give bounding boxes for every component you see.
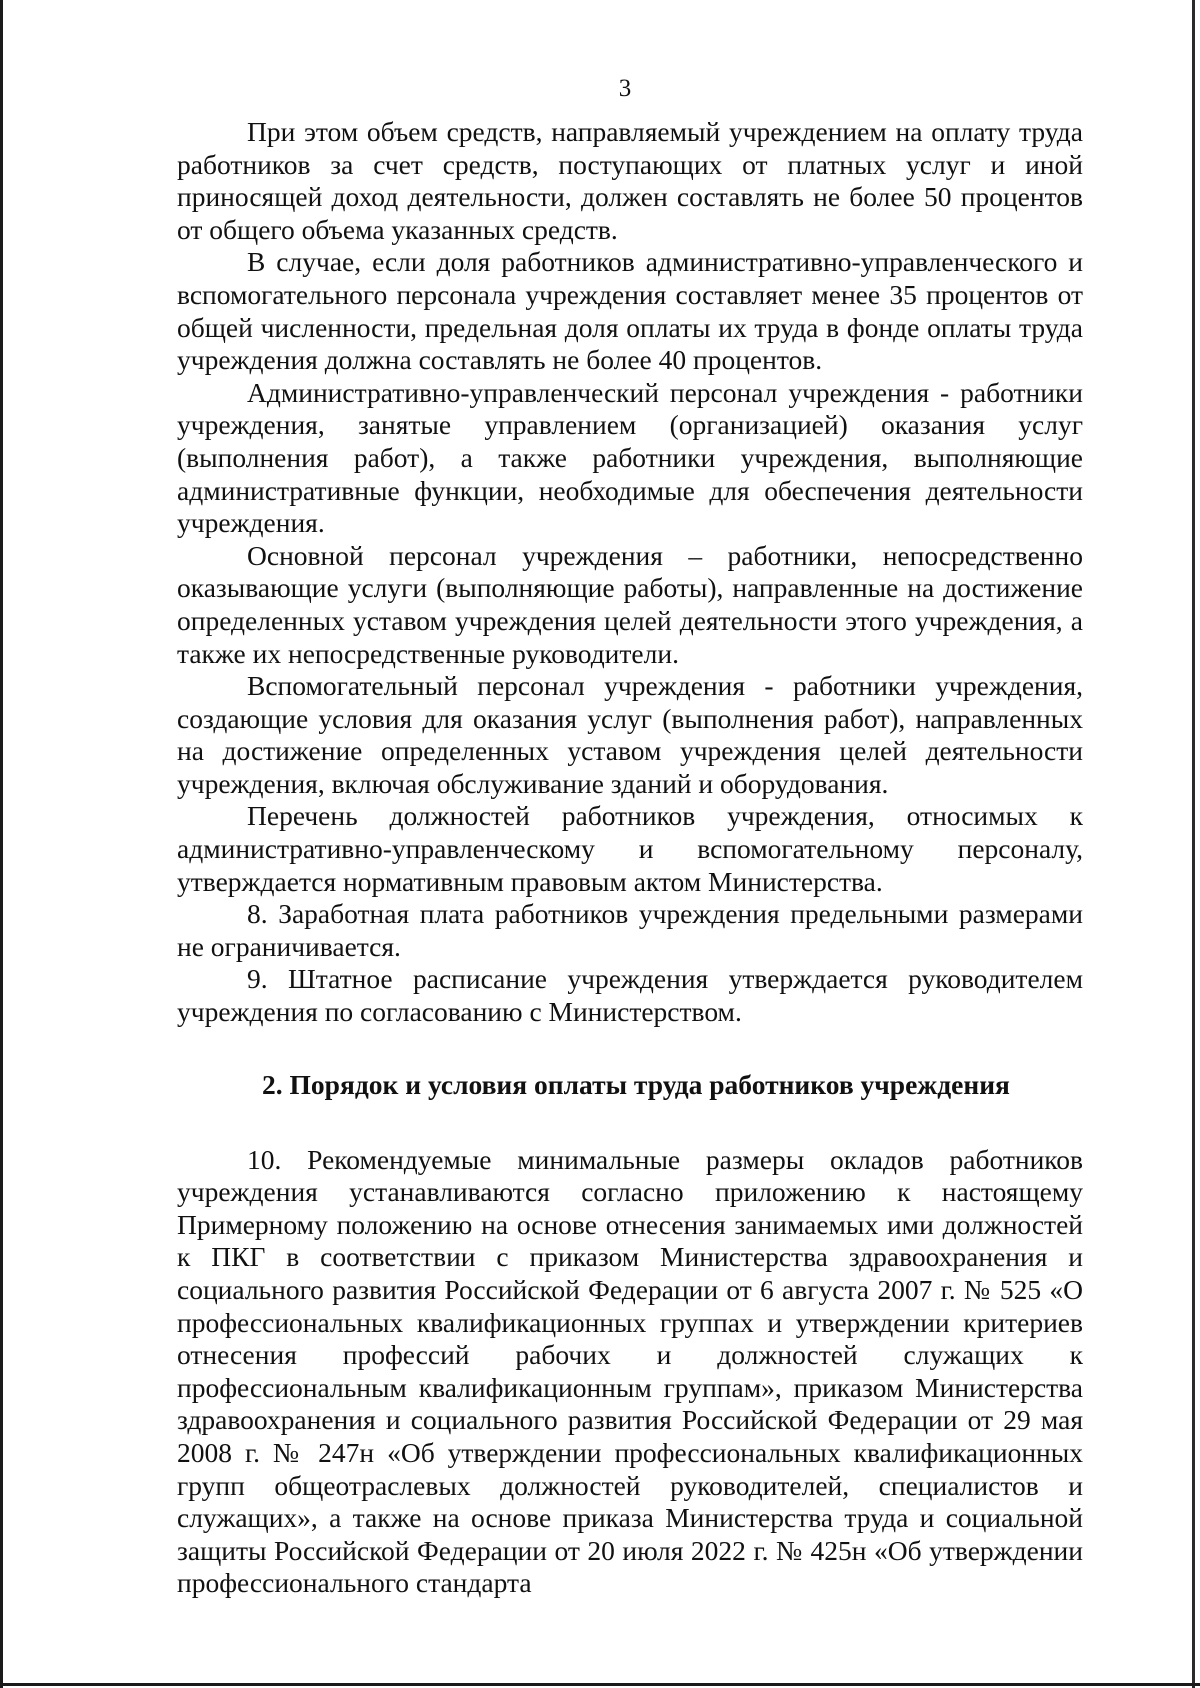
paragraph-core-staff-definition: Основной персонал учреждения – работники, непосредственно оказывающие услуги (выполняющие работы), направленные на достижение определенных уставом учреждения целей деятельности этого учреждения, а также их непосредственные руководители.	[177, 539, 1083, 669]
paragraph-funds-limit: При этом объем средств, направляемый учреждением на оплату труда работников за счет средств, поступающих от платных услуг и иной приносящей доход деятельности, должен составлять не более 50 процентов от общего объема указанных средств.	[177, 116, 1083, 245]
page-number: 3	[618, 75, 632, 102]
paragraph-positions-list: Перечень должностей работников учреждения, относимых к административно-управленческому и вспомогательному персоналу, утверждается нормативным правовым актом Министерства.	[177, 800, 1083, 897]
paragraph-admin-share: В случае, если доля работников административно-управленческого и вспомогательного персонала учреждения составляет менее 35 процентов от общей численности, предельная доля оплаты их труда в фонде оплаты труда учреждения должна составлять не более 40 процентов.	[177, 246, 1083, 376]
page-border-bottom	[0, 1683, 1200, 1686]
paragraph-item-8: 8. Заработная плата работников учреждения предельными размерами не ограничивается.	[177, 898, 1083, 962]
page-border-right	[1192, 0, 1195, 1688]
document-body	[177, 116, 1083, 1600]
paragraph-item-10: 10. Рекомендуемые минимальные размеры окладов работников учреждения устанавливаются согласно приложению к настоящему Примерному положению на основе отнесения занимаемых ими должностей к ПКГ в соответствии с приказом Министерства здравоохранения и социального развития Российской Федерации от 6 августа 2007 г. № 525 «О профессиональных квалификационных группах и утверждении критериев отнесения профессий рабочих и должностей служащих к профессиональным квалификационным группам», приказом Министерства здравоохранения и социального развития Российской Федерации от 29 мая 2008 г. № 247н «Об утверждении профессиональных квалификационных групп общеотраслевых должностей руководителей, специалистов и служащих», а также на основе приказа Министерства труда и социальной защиты Российской Федерации от 20 июля 2022 г. № 425н «Об утверждении профессионального стандарта	[177, 1143, 1083, 1599]
paragraph-item-9: 9. Штатное расписание учреждения утверждается руководителем учреждения по согласованию с Министерством.	[177, 963, 1083, 1028]
section-heading: 2. Порядок и условия оплаты труда работников учреждения	[262, 1068, 1010, 1100]
paragraph-support-staff-definition: Вспомогательный персонал учреждения - работники учреждения, создающие условия для оказания услуг (выполнения работ), направленных на достижение определенных уставом учреждения целей деятельности учреждения, включая обслуживание зданий и оборудования.	[177, 670, 1083, 799]
page-border-left	[0, 0, 3, 1688]
paragraph-admin-staff-definition: Административно-управленческий персонал учреждения - работники учреждения, занятые управлением (организацией) оказания услуг (выполнения работ), а также работники учреждения, выполняющие административные функции, необходимые для обеспечения деятельности учреждения.	[177, 376, 1083, 539]
